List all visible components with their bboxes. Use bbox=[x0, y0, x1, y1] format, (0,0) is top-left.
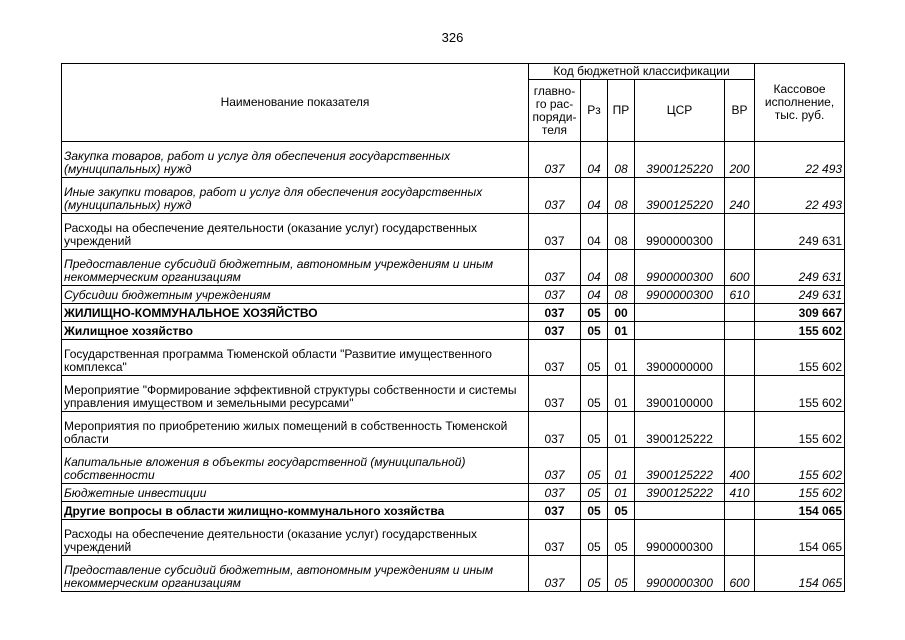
row-vr bbox=[725, 340, 755, 376]
table-row bbox=[62, 412, 845, 448]
row-pr: 08 bbox=[608, 250, 635, 286]
row-rz: 05 bbox=[581, 484, 608, 502]
table-row bbox=[62, 214, 845, 250]
row-name: Капитальные вложения в объекты государственной (муниципальной) собственности bbox=[62, 448, 529, 484]
header-pr: ПР bbox=[608, 80, 635, 142]
row-amount: 249 631 bbox=[755, 250, 845, 286]
row-csr: 3900125222 bbox=[635, 484, 725, 502]
row-rz: 04 bbox=[581, 250, 608, 286]
row-csr: 3900000000 bbox=[635, 340, 725, 376]
header-vr: ВР bbox=[725, 80, 755, 142]
table-row bbox=[62, 520, 845, 556]
row-amount: 154 065 bbox=[755, 556, 845, 592]
row-name: Жилищное хозяйство bbox=[62, 322, 529, 340]
row-pr: 01 bbox=[608, 484, 635, 502]
row-pr: 01 bbox=[608, 412, 635, 448]
row-pr: 08 bbox=[608, 142, 635, 178]
row-glav: 037 bbox=[529, 556, 581, 592]
row-amount: 249 631 bbox=[755, 286, 845, 304]
row-vr: 600 bbox=[725, 250, 755, 286]
table-row bbox=[62, 304, 845, 322]
row-glav: 037 bbox=[529, 376, 581, 412]
row-name: Расходы на обеспечение деятельности (оказание услуг) государственных учреждений bbox=[62, 520, 529, 556]
row-vr bbox=[725, 376, 755, 412]
row-csr: 3900125220 bbox=[635, 178, 725, 214]
row-csr: 3900100000 bbox=[635, 376, 725, 412]
row-name: Расходы на обеспечение деятельности (оказание услуг) государственных учреждений bbox=[62, 214, 529, 250]
row-rz: 05 bbox=[581, 412, 608, 448]
row-glav: 037 bbox=[529, 214, 581, 250]
row-vr: 200 bbox=[725, 142, 755, 178]
row-rz: 05 bbox=[581, 340, 608, 376]
row-pr: 01 bbox=[608, 340, 635, 376]
row-name: Закупка товаров, работ и услуг для обеспечения государственных (муниципальных) нужд bbox=[62, 142, 529, 178]
row-vr bbox=[725, 502, 755, 520]
table-row bbox=[62, 142, 845, 178]
header-name: Наименование показателя bbox=[62, 64, 529, 142]
row-name: Государственная программа Тюменской области "Развитие имущественного комплекса" bbox=[62, 340, 529, 376]
row-amount: 249 631 bbox=[755, 214, 845, 250]
table-header bbox=[62, 64, 845, 142]
header-glav: главно-го рас-поряди-теля bbox=[529, 80, 581, 142]
row-amount: 155 602 bbox=[755, 340, 845, 376]
row-csr: 9900000300 bbox=[635, 520, 725, 556]
row-rz: 04 bbox=[581, 214, 608, 250]
table-row bbox=[62, 340, 845, 376]
row-glav: 037 bbox=[529, 448, 581, 484]
table-row bbox=[62, 484, 845, 502]
row-vr: 600 bbox=[725, 556, 755, 592]
row-amount: 22 493 bbox=[755, 142, 845, 178]
row-amount: 154 065 bbox=[755, 502, 845, 520]
row-csr bbox=[635, 502, 725, 520]
row-csr: 9900000300 bbox=[635, 286, 725, 304]
row-glav: 037 bbox=[529, 502, 581, 520]
row-rz: 04 bbox=[581, 142, 608, 178]
row-csr bbox=[635, 322, 725, 340]
budget-table bbox=[61, 63, 845, 592]
row-glav: 037 bbox=[529, 286, 581, 304]
row-pr: 08 bbox=[608, 286, 635, 304]
table-row bbox=[62, 286, 845, 304]
header-amount: Кассовое исполнение, тыс. руб. bbox=[755, 64, 845, 142]
row-name: Другие вопросы в области жилищно-коммунального хозяйства bbox=[62, 502, 529, 520]
row-name: Предоставление субсидий бюджетным, автономным учреждениям и иным некоммерческим организациям bbox=[62, 250, 529, 286]
row-amount: 155 602 bbox=[755, 322, 845, 340]
row-vr bbox=[725, 322, 755, 340]
row-pr: 05 bbox=[608, 502, 635, 520]
row-amount: 155 602 bbox=[755, 484, 845, 502]
row-pr: 08 bbox=[608, 214, 635, 250]
row-csr bbox=[635, 304, 725, 322]
row-amount: 155 602 bbox=[755, 448, 845, 484]
row-csr: 3900125220 bbox=[635, 142, 725, 178]
row-rz: 05 bbox=[581, 520, 608, 556]
row-pr: 05 bbox=[608, 556, 635, 592]
row-pr: 00 bbox=[608, 304, 635, 322]
row-csr: 9900000300 bbox=[635, 214, 725, 250]
row-rz: 05 bbox=[581, 322, 608, 340]
row-vr: 610 bbox=[725, 286, 755, 304]
table-row bbox=[62, 556, 845, 592]
row-rz: 05 bbox=[581, 556, 608, 592]
row-pr: 05 bbox=[608, 520, 635, 556]
row-name: ЖИЛИЩНО-КОММУНАЛЬНОЕ ХОЗЯЙСТВО bbox=[62, 304, 529, 322]
row-name: Мероприятия по приобретению жилых помещений в собственность Тюменской области bbox=[62, 412, 529, 448]
row-vr bbox=[725, 304, 755, 322]
table-row bbox=[62, 502, 845, 520]
row-glav: 037 bbox=[529, 520, 581, 556]
row-glav: 037 bbox=[529, 484, 581, 502]
table-row bbox=[62, 322, 845, 340]
row-glav: 037 bbox=[529, 304, 581, 322]
row-rz: 05 bbox=[581, 376, 608, 412]
row-vr: 400 bbox=[725, 448, 755, 484]
row-amount: 155 602 bbox=[755, 376, 845, 412]
row-amount: 155 602 bbox=[755, 412, 845, 448]
page-number: 326 bbox=[441, 30, 464, 45]
table-row bbox=[62, 178, 845, 214]
row-name: Предоставление субсидий бюджетным, автономным учреждениям и иным некоммерческим организациям bbox=[62, 556, 529, 592]
row-rz: 05 bbox=[581, 502, 608, 520]
table-body bbox=[62, 142, 845, 592]
row-glav: 037 bbox=[529, 340, 581, 376]
row-pr: 01 bbox=[608, 448, 635, 484]
row-pr: 01 bbox=[608, 322, 635, 340]
row-glav: 037 bbox=[529, 412, 581, 448]
row-name: Субсидии бюджетным учреждениям bbox=[62, 286, 529, 304]
row-vr: 240 bbox=[725, 178, 755, 214]
row-rz: 05 bbox=[581, 304, 608, 322]
row-vr bbox=[725, 412, 755, 448]
row-glav: 037 bbox=[529, 142, 581, 178]
row-pr: 01 bbox=[608, 376, 635, 412]
row-rz: 04 bbox=[581, 178, 608, 214]
table-row bbox=[62, 250, 845, 286]
row-glav: 037 bbox=[529, 322, 581, 340]
row-csr: 3900125222 bbox=[635, 448, 725, 484]
row-csr: 9900000300 bbox=[635, 556, 725, 592]
row-glav: 037 bbox=[529, 250, 581, 286]
row-pr: 08 bbox=[608, 178, 635, 214]
row-csr: 9900000300 bbox=[635, 250, 725, 286]
header-classification-group: Код бюджетной классификации bbox=[529, 64, 755, 80]
header-rz: Рз bbox=[581, 80, 608, 142]
row-name: Мероприятие "Формирование эффективной структуры собственности и системы управления имуществом и земельными ресурсами" bbox=[62, 376, 529, 412]
row-rz: 05 bbox=[581, 448, 608, 484]
row-vr bbox=[725, 214, 755, 250]
row-amount: 154 065 bbox=[755, 520, 845, 556]
row-rz: 04 bbox=[581, 286, 608, 304]
row-name: Бюджетные инвестиции bbox=[62, 484, 529, 502]
header-csr: ЦСР bbox=[635, 80, 725, 142]
row-name: Иные закупки товаров, работ и услуг для обеспечения государственных (муниципальных) нужд bbox=[62, 178, 529, 214]
row-vr: 410 bbox=[725, 484, 755, 502]
row-amount: 22 493 bbox=[755, 178, 845, 214]
row-csr: 3900125222 bbox=[635, 412, 725, 448]
row-amount: 309 667 bbox=[755, 304, 845, 322]
table-row bbox=[62, 376, 845, 412]
row-glav: 037 bbox=[529, 178, 581, 214]
row-vr bbox=[725, 520, 755, 556]
table-row bbox=[62, 448, 845, 484]
